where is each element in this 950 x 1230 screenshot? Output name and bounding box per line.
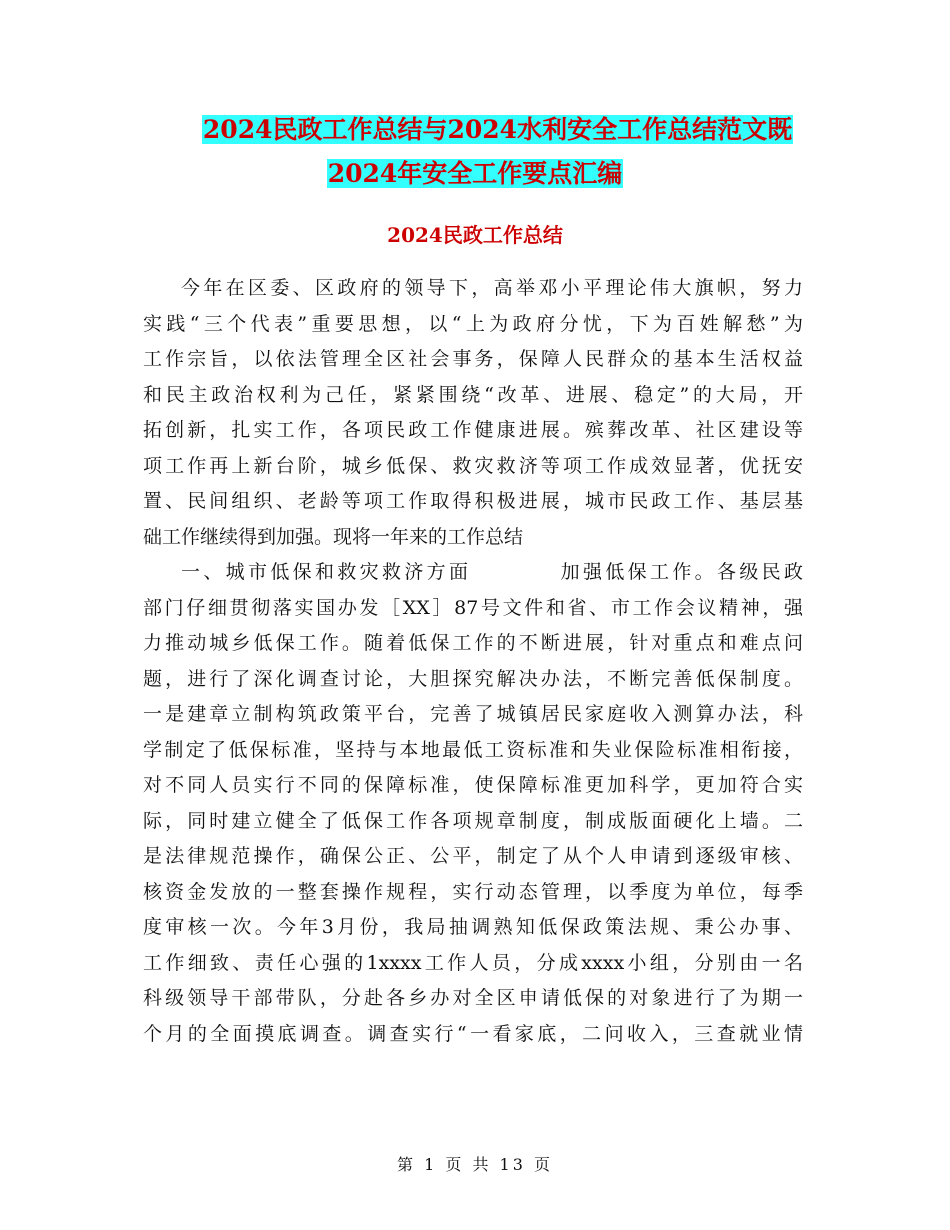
body-line: 拓创新，扎实工作，各项民政工作健康进展。殡葬改革、社区建设等	[143, 419, 803, 441]
body-line: 部门仔细贯彻落实国办发［XX］87号文件和省、市工作会议精神，强	[143, 596, 803, 619]
document-title-line-1	[0, 110, 950, 150]
body-line: 和民主政治权利为己任，紧紧围绕“改革、进展、稳定”的大局，开	[143, 383, 803, 406]
title-highlight-2: 2024年安全工作要点汇编	[327, 159, 623, 188]
body-line: 学制定了低保标准，坚持与本地最低工资标准和失业保险标准相衔接，	[143, 738, 803, 761]
body-line: 置、民间组织、老龄等项工作取得积极进展，城市民政工作、基层基	[143, 490, 803, 512]
body-line: 工作宗旨，以依法管理全区社会事务，保障人民群众的基本生活权益	[143, 348, 803, 370]
page-footer: 第 1 页 共 13 页	[397, 1155, 553, 1174]
body-line: 础工作继续得到加强。现将一年来的工作总结	[143, 525, 524, 548]
body-line: 是法律规范操作，确保公正、公平，制定了从个人申请到逐级审核、	[143, 845, 803, 867]
body-line: 际，同时建立健全了低保工作各项规章制度，制成版面硬化上墙。二	[143, 809, 803, 832]
body-line: 今年在区委、区政府的领导下，高举邓小平理论伟大旗帜，努力	[181, 277, 803, 299]
body-line: 对不同人员实行不同的保障标准，使保障标准更加科学，更加符合实	[143, 774, 803, 796]
body-line: 度审核一次。今年3月份，我局抽调熟知低保政策法规、秉公办事、	[143, 916, 803, 938]
body-line: 个月的全面摸底调查。调查实行“一看家底，二问收入，三查就业情	[143, 1022, 803, 1045]
body-line: 一、城市低保和救灾救济方面 加强低保工作。各级民政	[181, 561, 803, 583]
body-line: 科级领导干部带队，分赴各乡办对全区申请低保的对象进行了为期一	[143, 987, 803, 1009]
body-line: 工作细致、责任心强的1xxxx工作人员，分成xxxx小组，分别由一名	[143, 951, 803, 974]
body-line: 实践“三个代表”重要思想，以“上为政府分忧，下为百姓解愁”为	[143, 312, 803, 335]
body-line: 题，进行了深化调查讨论，大胆探究解决办法，不断完善低保制度。	[143, 667, 803, 690]
title-highlight-1: 2024民政工作总结与2024水利安全工作总结范文既	[202, 115, 793, 144]
body-line: 一是建章立制构筑政策平台，完善了城镇居民家庭收入测算办法，科	[143, 703, 803, 725]
document-title-line-2	[0, 154, 950, 194]
body-line: 项工作再上新台阶，城乡低保、救灾救济等项工作成效显著，优抚安	[143, 454, 803, 477]
body-line: 核资金发放的一整套操作规程，实行动态管理，以季度为单位，每季	[143, 880, 803, 903]
section-title: 2024民政工作总结	[387, 223, 563, 247]
body-line: 力推动城乡低保工作。随着低保工作的不断进展，针对重点和难点问	[143, 632, 803, 654]
